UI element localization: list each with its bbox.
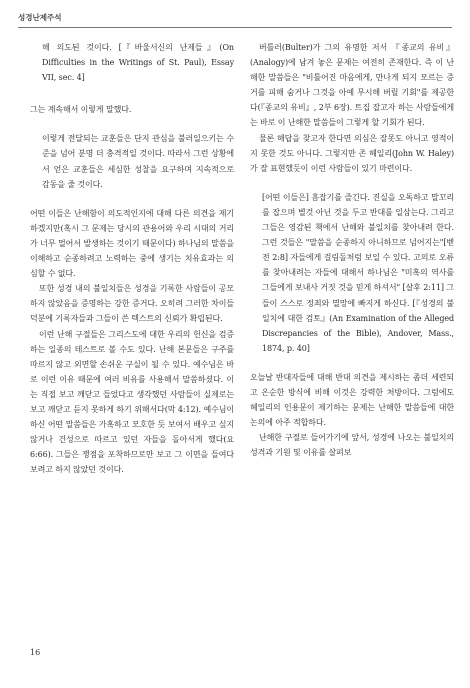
paragraph: 그는 계속해서 이렇게 말했다. [30, 105, 132, 115]
right-column [250, 40, 454, 460]
block-quote [30, 131, 234, 191]
paragraph: 이렇게 전달되는 교훈들은 단지 관심을 불러일으키는 수준을 넘어 분명 더 충격적일 것이다. 따라서 그런 상황에서 얻은 교훈들은 세심한 성찰을 요구하며 지속적으로 감동을 줄 것이다. [42, 134, 234, 189]
header-rule [18, 27, 452, 28]
paragraph: 난해한 구절로 들어가기에 앞서, 성경에 나오는 불일치의 성격과 기원 및 이유를 살펴보 [250, 433, 454, 458]
block-quote [250, 190, 454, 356]
paragraph: 버틀러(Bulter)가 그의 유명한 저서 『종교의 유비』(Analogy)에 남겨 놓은 문제는 여전히 존재한다. 즉 이 난해한 말씀들은 "비틀어진 마음에게, 만나게 되지 모르는 증거를 피해 숨거나 그것을 아예 무시해 버릴 기회"를 제공한다(『종교의 유비』, 2부 6장). 트집 잡고자 하는 사람들에게는 바로 이 난해한 말씀들이 그렇게 할 기회가 된다. [250, 43, 454, 128]
paragraph: 해 의도된 것이다. [『바울서신의 난제들』(On Difficulties in the Writings of St. Paul), Essay VII, sec. 4] [42, 43, 234, 83]
left-column [30, 40, 234, 477]
citation-continued [30, 40, 234, 85]
paragraph: [어떤 이들은] 흠잡기를 즐긴다. 진실을 오독하고 말꼬리를 잡으며 별것 아닌 것을 두고 반대를 일삼는다. 그리고 그들은 영감된 책에서 난해와 불일치를 찾아내려 한다. 그런 것들은 "말씀을 순종하지 아니하므로 넘어지는"[벧전 2:8] 자들에게 걸림돌처럼 보일 수 있다. 고의로 오류를 찾아내려는 자들에 대해서 하나님은 "미혹의 역사를 그들에게 보내사 거짓 것을 믿게 하셔서" [살후 2:11] 그들이 스스로 정죄와 멸망에 빠지게 하신다. [『성경의 불일치에 대한 검토』(An Examination of the Alleged Discrepancies of the Bible), Andover, Mass., 1874, p. 40] [262, 192, 454, 353]
paragraph: 또한 성경 내의 불일치들은 성경을 기록한 사람들이 공모하지 않았음을 증명하는 강한 증거다. 오히려 그러한 차이들 덕분에 기록자들과 그들이 쓴 텍스트의 신뢰가 확립된다. [30, 284, 234, 324]
paragraph: 물론 해답을 찾고자 한다면 의심은 잘못도 아니고 영적이지 못한 것도 아니다. 그렇지만 존 헤일리(John W. Haley)가 잘 표현했듯이 이런 사람들이 있기 마련이다. [250, 133, 454, 173]
page-number: 16 [30, 648, 41, 657]
running-header: 성경난제주석 [18, 13, 62, 22]
paragraph: 이런 난해 구절들은 그리스도에 대한 우리의 헌신을 검증하는 일종의 테스트로 볼 수도 있다. 난해 본문들은 구주를 따르지 않고 외면할 손쉬운 구실이 될 수 있다. 예수님은 바로 이런 이유 때문에 여러 비유를 사용해서 말씀하셨다. 이는 직접 보고 깨닫고 들었다고 생각했던 사람들이 실제로는 보고 깨닫고 듣지 못하게 하기 위해서다(막 4:12). 예수님이 하신 어떤 말씀들은 가혹하고 모호한 듯 보여서 배우고 싶지 않거나 건성으로 따르고 있던 자들을 돌아서게 했다(요 6:66). 그들은 쟁점을 포착하므로만 보고 그 이면을 들여다보려고 하지 않았던 것이다. [30, 329, 234, 475]
paragraph: 어떤 이들은 난해함이 의도적인지에 대해 다른 의견을 제기하겠지만(혹시 그 문제는 당시의 관용어와 우리 시대의 거리가 너무 멀어서 발생하는 것이기 때문이다) 하나님의 말씀을 이해하고 순종하려고 노력하는 중에 생기는 치유효과는 의심할 수 없다. [30, 208, 234, 279]
paragraph: 오늘날 반대자들에 대해 반대 의견을 제시하는 좀더 세련되고 온순한 방식에 비해 이것은 강력한 처방이다. 그럼에도 헤일리의 인용문이 제기하는 문제는 난해한 말씀들에 대한 논의에 아주 적합하다. [250, 372, 454, 428]
